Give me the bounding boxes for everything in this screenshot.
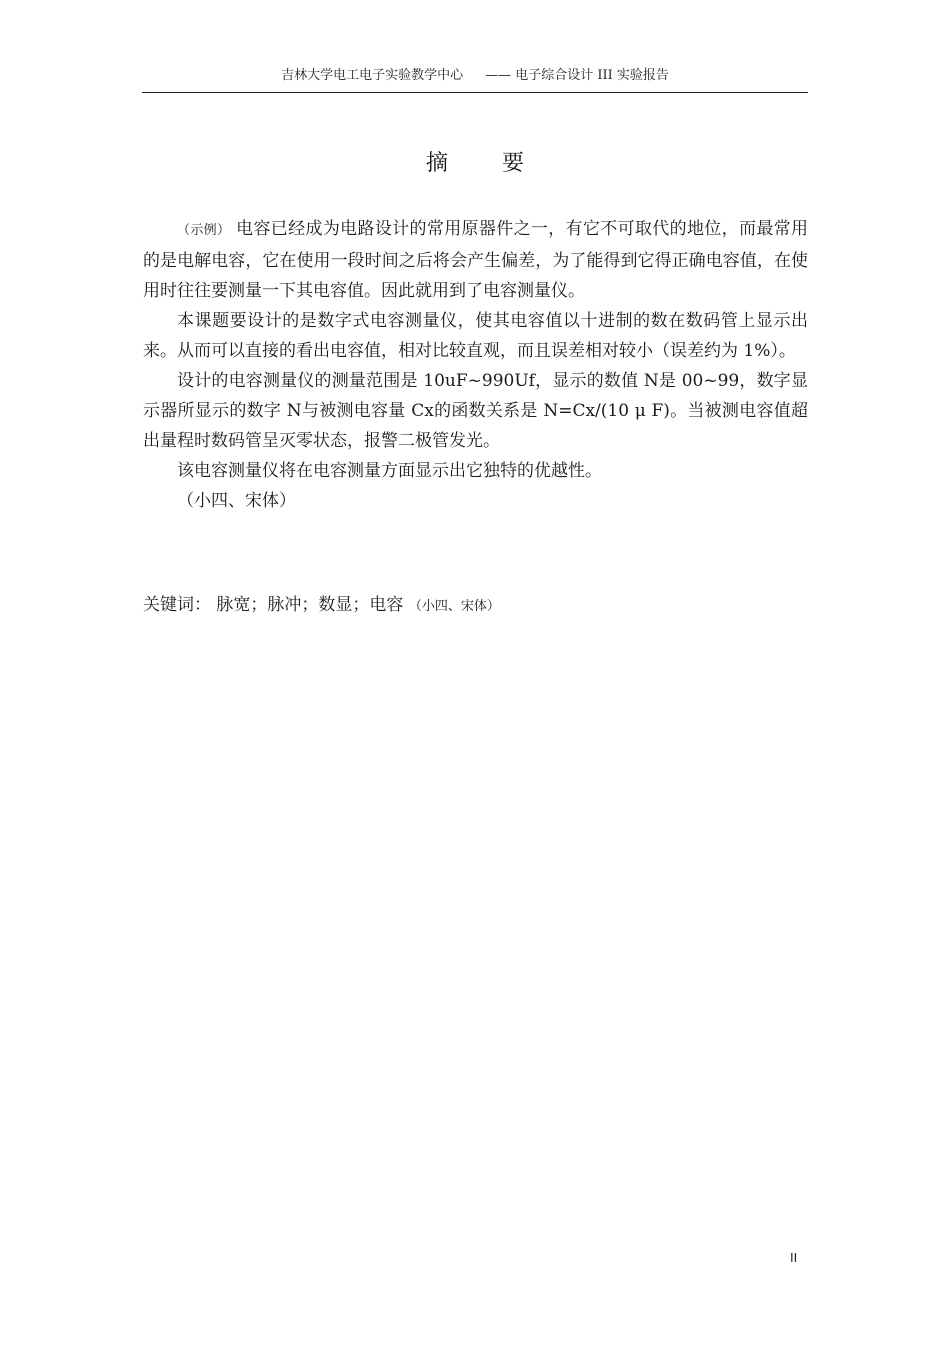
- example-note: （示例）: [177, 223, 231, 238]
- paragraph-text: 电容已经成为电路设计的常用原器件之一，有它不可取代的地位，而最常用的是电解电容，它在使用一段时间之后将会产生偏差，为了能得到它得正确电容值，在使用时往往要测量一下其电容值。因此就用到了电容测量仪。: [143, 219, 809, 301]
- abstract-paragraph: [143, 366, 808, 456]
- keywords-items: 脉宽；脉冲；数显；电容: [216, 595, 404, 615]
- paragraph-text: 本课题要设计的是数字式电容测量仪，使其电容值以十进制的数在数码管上显示出来。从而可以直接的看出电容值，相对比较直观，而且误差相对较小（误差约为 1%）。: [143, 311, 808, 361]
- format-note: [143, 486, 808, 516]
- abstract-paragraph: [143, 306, 808, 366]
- page-number: II: [790, 1250, 798, 1265]
- paragraph-text: 设计的电容测量仪的测量范围是 10uF~990Uf，显示的数值 N是 00~99，数字显示器所显示的数字 N与被测电容量 Cx的函数关系是 N=Cx/(10 μ F)。当被测电容值超出量程时数码管呈灭零状态，报警二极管发光。: [143, 371, 808, 451]
- page-header: [142, 66, 808, 93]
- paragraph-text: （小四、宋体）: [177, 491, 296, 511]
- keywords-label: 关键词：: [143, 595, 211, 615]
- keywords-line: [143, 590, 500, 622]
- abstract-paragraph: [143, 214, 808, 306]
- header-course: —— 电子综合设计 III 实验报告: [485, 68, 669, 83]
- keywords-format-note: （小四、宋体）: [408, 599, 500, 614]
- paragraph-text: 该电容测量仪将在电容测量方面显示出它独特的优越性。: [177, 461, 602, 481]
- header-org: 吉林大学电工电子实验教学中心: [281, 68, 464, 83]
- page-title: 摘要: [425, 151, 578, 176]
- abstract-body: [143, 214, 808, 516]
- abstract-paragraph: [143, 456, 808, 486]
